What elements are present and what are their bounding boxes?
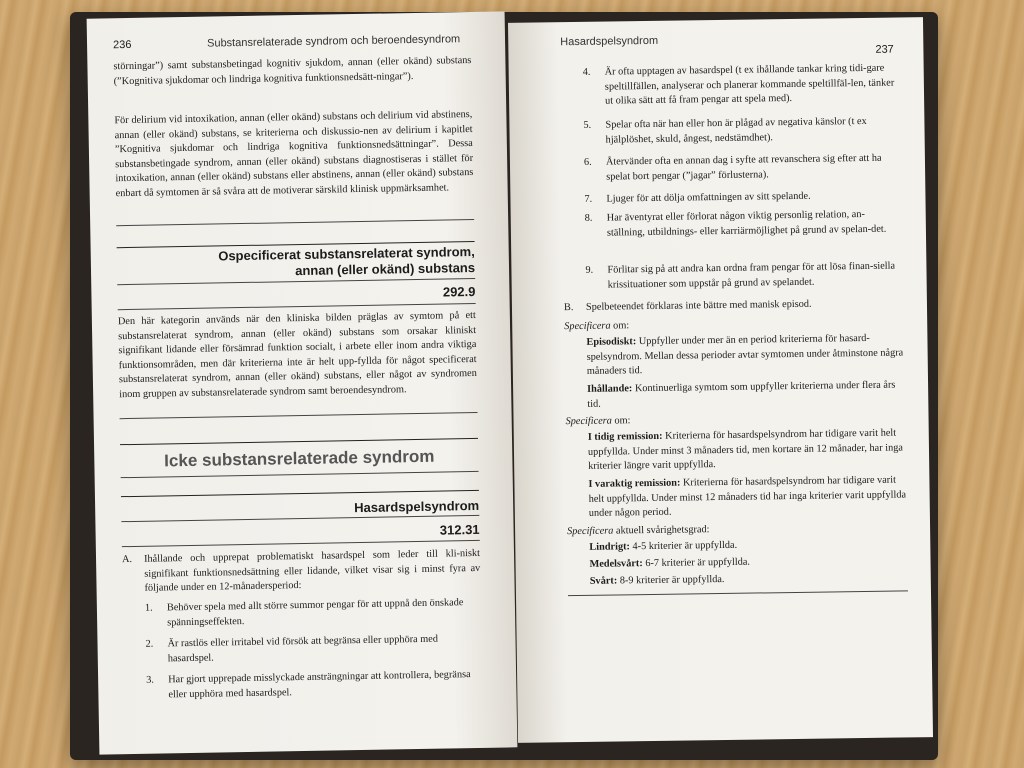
severity-text: 8-9 kriterier är uppfyllda. <box>617 573 725 587</box>
section-heading-line: Ospecificerat substansrelaterat syndrom, <box>218 243 475 264</box>
list-item-number: 3. <box>146 674 154 686</box>
specifier-option-text: Kriterierna för hasardspelsyndrom har tidigare varit helt uppfyllda. Under minst 12 månaders tid har inga kriterier varit uppfyllda under någon period. <box>588 474 907 520</box>
specifier-suffix: om: <box>611 415 631 427</box>
specifier-label: Specificera <box>564 320 611 333</box>
left-paragraph-2: För delirium vid intoxikation, annan (eller okänd) substans och delirium vid abstinens, annan (eller okänd) substans, se kriterierna och diskussio-nen av delirium i kapitlet ”Kognitiva sjukdomar och lindriga kognitiva funktionsnedsättningar”. Dessa substansbetingade syndrom, annan (eller okänd) substans diagnostiseras i stället för intoxikation, annan (eller okänd) substans eller abstinens, annan (eller okänd) substans enbart då symtomen är så svåra att de motiverar särskild klinisk uppmärksamhet. <box>114 108 474 200</box>
specifier-option-label: Episodiskt: <box>586 336 637 348</box>
severity-label: Lindrigt: <box>589 541 631 553</box>
list-item-number: 8. <box>584 212 593 224</box>
specifier-label: Specificera <box>565 415 612 428</box>
specifier-option-text: Kontinuerliga symtom som uppfyller kriterierna under flera års tid. <box>587 379 896 410</box>
divider <box>568 590 908 596</box>
divider <box>121 471 479 478</box>
specifier-option-text: Kriterierna för hasardspelsyndrom har tidigare varit helt uppfyllda. Under minst 3 månaders tid, men kortare än 12 månader, har inga kriterier längre varit uppfyllda. <box>587 427 904 473</box>
chapter-heading: Icke substansrelaterade syndrom <box>164 446 435 471</box>
left-paragraph-3: Den här kategorin används när den kliniska bilden präglas av symtom på ett substansrelaterat syndrom, annan (eller okänd) substans som orsakar kliniskt signifikant lidande eller försämrad funktion socialt, i arbete eller inom andra viktiga funktionsområden, men där kriterierna inte är helt upp-fyllda för något specificerat substansrelaterat syndrom, annan (eller okänd) substans, eller något av syndromen inom gruppen av substansrelaterade syndrom samt beroendesyndrom. <box>117 309 477 401</box>
list-item <box>144 596 481 628</box>
list-item-text: Är rastlös eller irritabel vid försök att begränsa eller upphöra med hasardspel. <box>167 633 439 664</box>
left-page-number: 236 <box>112 38 132 52</box>
diagnosis-code: 312.31 <box>439 521 480 538</box>
divider <box>121 490 479 497</box>
diagnosis-code: 292.9 <box>442 283 476 300</box>
specifier-option-label: I tidig remission: <box>587 430 663 443</box>
list-item <box>584 188 902 205</box>
left-paragraph-1: störningar”) samt substansbetingad kognitiv sjukdom, annan (eller okänd) substans (”Kognitiva sjukdomar och lindriga kognitiva funktionsnedsätt-ningar”). <box>113 54 472 87</box>
list-item-text: Återvänder ofta en annan dag i syfte att revanschera sig efter att ha spelat bort pengar (”jagar” förlusterna). <box>605 152 882 183</box>
list-item-text: Har gjort upprepade misslyckade ansträngningar att kontrollera, begränsa eller upphöra med hasardspel. <box>168 669 471 700</box>
criterion-a <box>121 547 481 594</box>
list-item-text: Ljuger för att dölja omfattningen av sitt spelande. <box>606 190 811 205</box>
list-item-number: 5. <box>583 119 592 131</box>
list-item-number: 9. <box>585 264 594 276</box>
list-item <box>583 151 902 183</box>
severity-text: 4-5 kriterier är uppfyllda. <box>629 539 738 553</box>
severity-text: 6-7 kriterier är uppfyllda. <box>642 556 751 570</box>
left-running-header: Substansrelaterade syndrom och beroendesyndrom <box>206 33 461 50</box>
list-item <box>146 668 482 700</box>
specifier-option-text: Uppfyller under mer än en period kriterierna för hasard-spelsyndrom. Mellan dessa perioder avtar symtomen under åtminstone några månaders tid. <box>586 332 904 378</box>
section-heading-line: annan (eller okänd) substans <box>295 259 476 279</box>
list-item <box>145 632 481 664</box>
list-item-number: 7. <box>584 193 593 205</box>
right-page <box>508 17 933 743</box>
specifier-suffix: om: <box>610 320 630 332</box>
specifier-option-label: Ihållande: <box>587 383 633 395</box>
criterion-letter: A. <box>121 553 133 566</box>
left-page <box>87 11 518 754</box>
list-item-number: 4. <box>582 66 591 78</box>
list-item <box>585 259 903 291</box>
list-item-number: 2. <box>145 638 154 650</box>
severity-option <box>589 536 907 555</box>
specifier-option-label: I varaktig remission: <box>588 477 681 490</box>
list-item-text: Spelar ofta när han eller hon är plågad av negativa känslor (t ex hjälplöshet, skuld, ångest, nedstämdhet). <box>605 115 867 146</box>
specifier-label: Specificera <box>567 525 614 538</box>
divider <box>120 438 478 445</box>
section-heading <box>117 244 476 282</box>
list-item-text: Är ofta upptagen av hasardspel (t ex ihållande tankar kring tidi-gare speltillfällen, analyserar och planerar kommande speltillfäl-len, tänker ut olika sätt att få fram pengar att spela med). <box>604 62 895 107</box>
list-item <box>584 207 903 239</box>
specifier-option <box>587 378 905 412</box>
list-item-text: Har äventyrat eller förlorat någon viktig personlig relation, an-ställning, utbildnings- eller karriärmöjlighet på grund av spelan-det. <box>606 208 887 239</box>
list-item-text: Förlitar sig på att andra kan ordna fram pengar för att lösa finan-siella krissituationer som uppstår på grund av spelandet. <box>607 260 896 291</box>
right-running-header: Hasardspelsyndrom <box>560 34 659 49</box>
divider <box>116 219 474 226</box>
criterion-letter: B. <box>563 302 574 314</box>
severity-option <box>590 570 908 589</box>
list-item <box>583 114 901 146</box>
specifier-option <box>586 331 905 379</box>
specifier-option <box>588 426 907 474</box>
specifier-option <box>588 473 907 521</box>
severity-option <box>589 553 907 572</box>
section-heading: Hasardspelsyndrom <box>354 497 480 516</box>
criterion-text: Spelbeteendet förklaras inte bättre med manisk episod. <box>585 298 812 313</box>
list-item-text: Behöver spela med allt större summor pengar för att uppnå den önskade spänningseffekten. <box>166 597 464 628</box>
specifier-suffix: aktuell svårighetsgrad: <box>613 524 710 537</box>
divider <box>120 412 478 419</box>
list-item-number: 1. <box>144 602 153 614</box>
criterion-b <box>563 296 904 314</box>
severity-label: Medelsvårt: <box>589 558 643 570</box>
severity-label: Svårt: <box>589 575 618 587</box>
right-page-number: 237 <box>875 43 894 56</box>
list-item <box>582 61 901 107</box>
list-item-number: 6. <box>583 156 592 168</box>
criterion-text: Ihållande och upprepat problematiskt hasardspel som leder till kli-niskt signifikant funktionsnedsättning eller lidande, vilket visar sig i minst fyra av följande under en 12-månadersperiod: <box>143 547 481 594</box>
